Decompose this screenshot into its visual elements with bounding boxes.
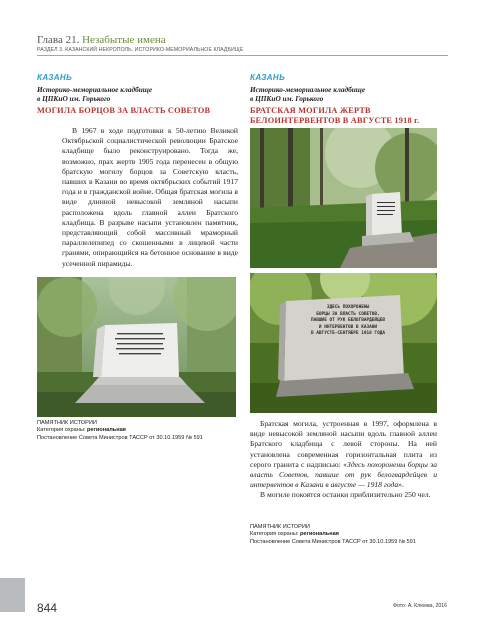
right-cemetery-line2: в ЦПКиО им. Горького <box>250 94 324 103</box>
right-protection-info <box>250 524 450 546</box>
right-heading-block <box>250 73 450 126</box>
left-cemetery-line2: в ЦПКиО им. Горького <box>37 94 111 103</box>
plaque-line1: ЗДЕСЬ ПОХОРОНЕНЫ <box>326 305 370 310</box>
right-meta-category-value: региональная <box>300 531 339 538</box>
chapter-number: Глава 21. <box>37 34 80 46</box>
right-body-intro: Братская могила, устроенная в 1997, оформлена в виде невысокой земляной насыпи вдоль главной аллеи Братского кладбища с левой стороны. На ней установлена современная горизонтальная плита из серого гранита с надписью: « <box>250 419 437 469</box>
right-title-line1: БРАТСКАЯ МОГИЛА ЖЕРТВ <box>250 106 371 115</box>
left-meta-decree: Постановление Совета Министров ТАССР от 30.10.1959 № 591 <box>37 434 203 441</box>
right-cemetery-line1: Историко-мемориальное кладбище <box>250 85 366 94</box>
plaque-inscription <box>298 305 398 338</box>
section-subtitle: РАЗДЕЛ 3. КАЗАНСКИЙ НЕКРОПОЛЬ. ИСТОРИКО-МЕМОРИАЛЬНОЕ КЛАДБИЩЕ <box>37 47 244 53</box>
plaque-line5: В АВГУСТЕ-СЕНТЯБРЕ 1918 ГОДА <box>310 331 385 337</box>
right-plaque-photo <box>250 273 437 413</box>
right-meta-decree: Постановление Совета Министров ТАССР от 30.10.1959 № 591 <box>250 538 416 545</box>
right-body-text <box>250 419 437 501</box>
left-heading-block <box>37 73 232 116</box>
right-body-quote: Здесь похоронены борцы за власть Советов, павшие от рук белогвардейцев и интервентов в Казани в августе — 1918 года <box>250 459 437 490</box>
chapter-heading <box>37 34 166 46</box>
left-protection-info <box>37 420 237 442</box>
left-meta-category-value: региональная <box>87 427 126 434</box>
right-city: КАЗАНЬ <box>250 73 286 82</box>
plaque-line2: БОРЦЫ ЗА ВЛАСТЬ СОВЕТОВ, <box>316 311 380 317</box>
left-meta-heading: ПАМЯТНИК ИСТОРИИ <box>37 420 97 426</box>
page-number: 844 <box>37 601 58 615</box>
right-body-remains: В могиле покоятся останки приблизительно 250 чел. <box>260 490 431 500</box>
left-meta-category: Категория охраны: региональная <box>37 427 126 434</box>
side-tab-marker <box>0 578 25 612</box>
left-cemetery-line1: Историко-мемориальное кладбище <box>37 85 153 94</box>
photo-credit: Фото: А. Клюева, 2016 <box>393 603 447 609</box>
chapter-title: Незабытые имена <box>82 34 166 46</box>
plaque-line4: И ИНТЕРВЕНТОВ В КАЗАНИ <box>318 324 378 330</box>
left-city: КАЗАНЬ <box>37 73 73 82</box>
left-title: МОГИЛА БОРЦОВ ЗА ВЛАСТЬ СОВЕТОВ <box>37 106 211 115</box>
header-divider <box>37 55 448 56</box>
right-meta-category: Категория охраны: региональная <box>250 531 339 538</box>
plaque-line3: ПАВШИЕ ОТ РУК БЕЛОГВАРДЕЙЦЕВ <box>310 318 385 324</box>
right-body-close: ». <box>398 480 404 490</box>
left-monument-photo <box>37 277 236 417</box>
left-body-text: В 1967 в ходе подготовки к 50-летию Великой Октябрьской социалистической революции Братское кладбище было реконструировано. Тогда же, возможно, прах жертв 1905 года перенесен в общую братскую могилу борцов за Советскую власть, павших в Казани во время октябрьских событий 1917 года и в гражданской войне. Общая братская могила в виде длинной невысокой земляной насыпи расположена вдоль главной аллеи Братского кладбища. В разрыве насыпи установлен памятник, представляющий собой массивный мраморный параллелепипед со скошенными в лицевой части гранями, опирающийся на бетонное основание в виде усеченной пирамиды. <box>62 126 238 268</box>
right-meta-heading: ПАМЯТНИК ИСТОРИИ <box>250 524 310 530</box>
right-title-line2: БЕЛОИНТЕРВЕНТОВ В АВГУСТЕ 1918 г. <box>250 116 420 125</box>
right-top-grave-photo <box>250 128 437 268</box>
